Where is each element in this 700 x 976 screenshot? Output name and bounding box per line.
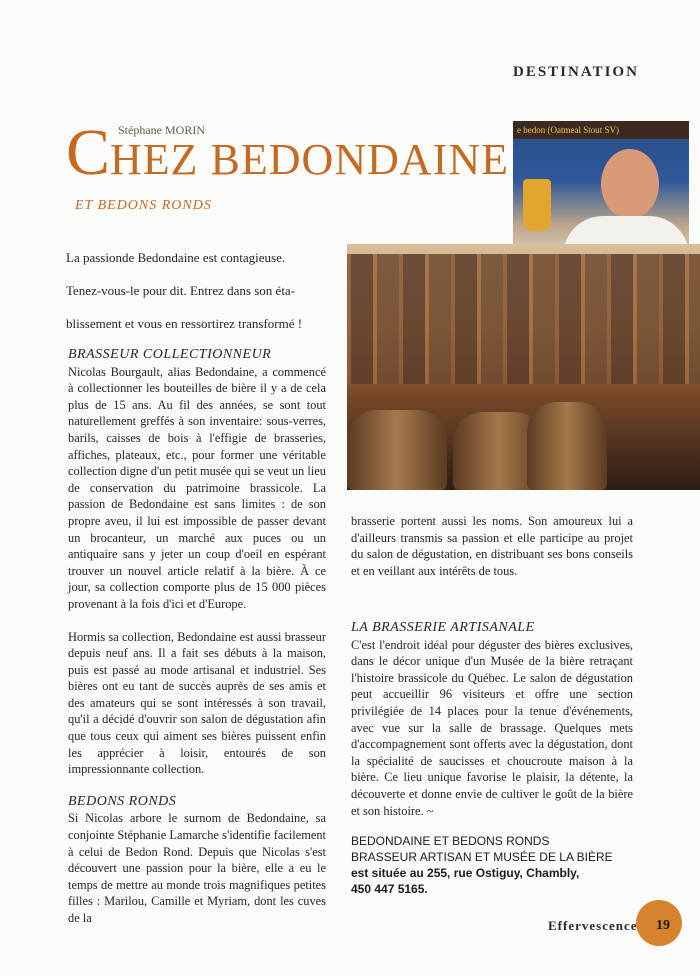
- title-rest: HEZ BEDONDAINE: [110, 135, 509, 184]
- beer-glass-icon: [523, 179, 551, 231]
- author-byline: Stéphane MORIN: [118, 123, 205, 137]
- section-heading: LA BRASSERIE ARTISANALE: [351, 620, 535, 635]
- barrel-shape: [527, 402, 607, 490]
- address-descriptor: BRASSEUR ARTISAN ET MUSÉE DE LA BIÈRE: [351, 850, 613, 864]
- barrel-shape: [347, 410, 447, 490]
- article-column-left: [68, 347, 326, 927]
- paragraph: brasserie portent aussi les noms. Son amoureux lui a d'ailleurs transmis sa passion et elle participe au projet du salon de dégustation, en distribuant ses bons conseils et en veillant aux intérêts de tous.: [351, 514, 633, 578]
- page-number: 19: [656, 918, 670, 933]
- article-column-right-bottom: [351, 620, 633, 819]
- intro-lede: [66, 241, 336, 340]
- address-name: BEDONDAINE ET BEDONS RONDS: [351, 834, 550, 848]
- paragraph: Si Nicolas arbore le surnom de Bedondaine, sa conjointe Stéphanie Lamarche s'identifie facilement à celui de Bedon Rond. Depuis que Nicolas s'est découvert une passion pour la bière, elle a eu le temps de mettre au monde trois magnifiques petites filles : Marilou, Camille et Myriam, dont les cuves de la: [68, 811, 326, 925]
- intro-line: Tenez-vous-le pour dit. Entrez dans son éta-: [66, 283, 296, 298]
- section-heading: BEDONS RONDS: [68, 793, 177, 809]
- intro-line: blissement et vous en ressortirez transformé !: [66, 316, 303, 331]
- paragraph: Hormis sa collection, Bedondaine est aussi brasseur depuis neuf ans. Il a fait ses débuts à la maison, puis est passé au mode artisanal et industriel. Ses bières ont eu tant de succès auprès de ses amis et des amateurs qui se sont intéressés à son travail, qu'il a décidé d'ouvrir son salon de dégustation afin que tous ceux qui aiment ses bières puissent enfin les apprécier à loisir, entourés de son impressionnante collection.: [68, 629, 326, 777]
- article-column-right-top: [351, 513, 633, 579]
- chalkboard-menu: e bedon (Oatmeal Stout SV): [513, 121, 689, 139]
- address-block: [351, 833, 651, 897]
- bottle-shelves: [347, 254, 700, 384]
- brewer-face: [601, 149, 659, 219]
- magazine-name: Effervescence: [548, 918, 638, 933]
- title-initial: C: [66, 116, 111, 189]
- article-subtitle: ET BEDONS RONDS: [75, 198, 212, 213]
- section-label: DESTINATION: [513, 64, 639, 80]
- address-street: est située au 255, rue Ostiguy, Chambly,: [351, 866, 580, 880]
- paragraph: C'est l'endroit idéal pour déguster des bières exclusives, dans le décor unique d'un Musée de la bière retraçant l'histoire brassicole du Québec. Le salon de dégustation peut accueillir 96 visiteurs et offre une section privilégiée de 14 places pour la tenue d'événements, avec vue sur la salle de brassage. Quelques mets d'accompagnement sont offerts avec la dégustation, dont la spécialité de saucisses et choucroute maison à la bière. Ce lieu unique favorise le plaisir, la détente, la découverte et donne envie de cultiver le goût de la bière et son histoire. ~: [351, 637, 633, 818]
- section-heading: BRASSEUR COLLECTIONNEUR: [68, 347, 272, 362]
- address-phone: 450 447 5165.: [351, 882, 428, 896]
- paragraph: Nicolas Bourgault, alias Bedondaine, a commencé à collectionner les bouteilles de bière il y a de cela plus de 15 ans. Au fil des années, se sont tout naturellement greffés à son inventaire: sous-verres, barils, caisses de bois à l'effigie de brasseries, affiches, plateaux, etc., pour former une véritable collection digne d'un petit musée qui se veut un lieu de conservation du patrimoine brassicole. La passion de Bedondaine est sans limites : de son propre aveu, il lui est impossible de passer devant un brocanteur, un marché aux puces ou un antiquaire sans y jeter un coup d'oeil en espérant trouver un nouvel article relatif à la bière. À ce jour, sa collection comporte plus de 15 000 pièces provenant à la fois d'ici et d'Europe.: [68, 364, 326, 611]
- brewpub-interior-photo: [347, 244, 700, 490]
- intro-line: La passionde Bedondaine est contagieuse.: [66, 250, 286, 265]
